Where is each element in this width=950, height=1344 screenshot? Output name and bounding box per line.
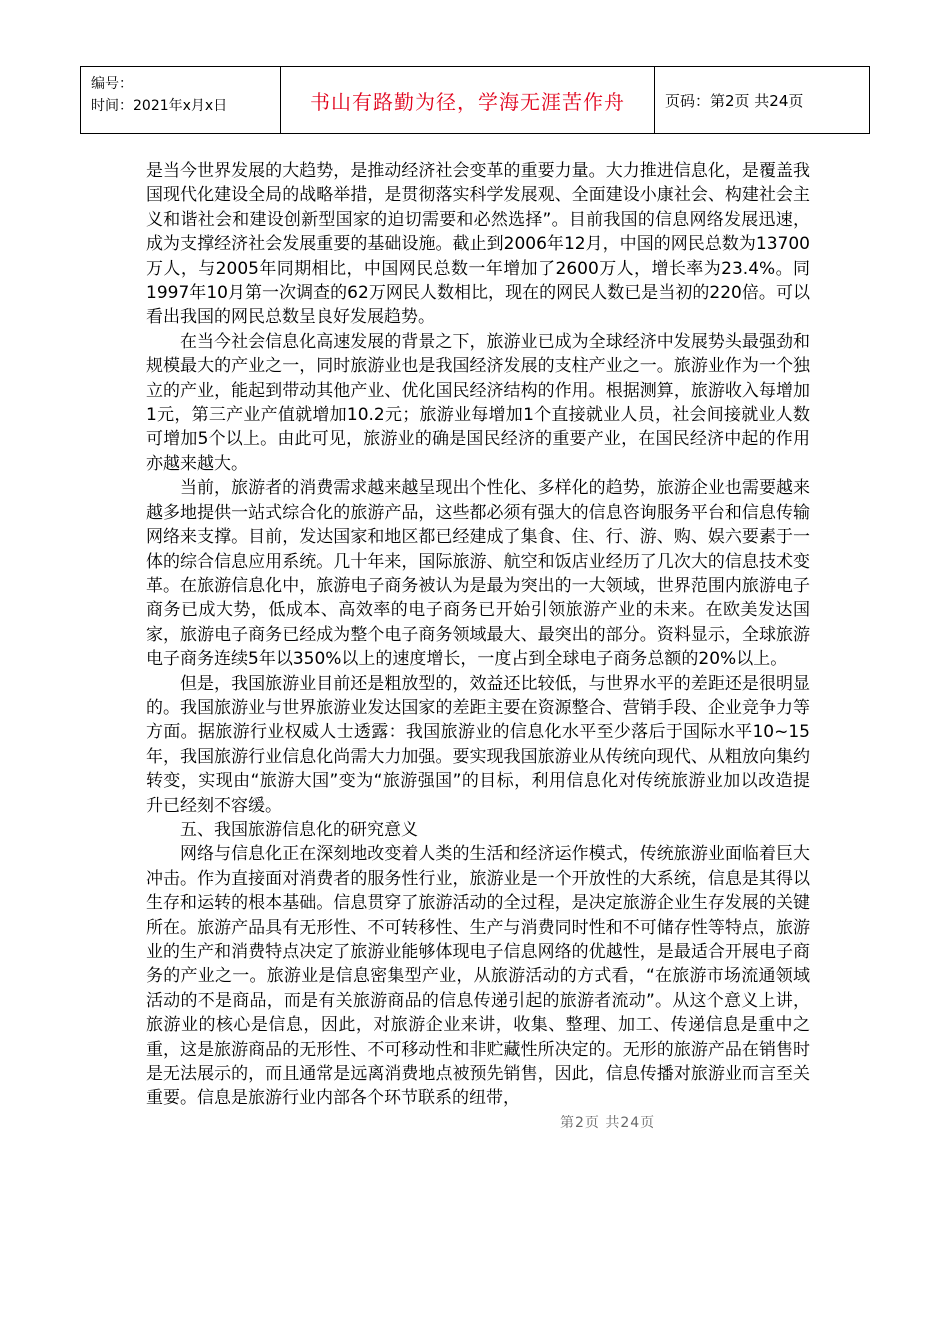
page-number-overlay: 第2页 共24页 <box>560 1115 656 1131</box>
header-motto: 书山有路勤为径，学海无涯苦作舟 <box>281 67 655 133</box>
paragraph: 在当今社会信息化高速发展的背景之下，旅游业已成为全球经济中发展势头最强劲和规模最大的产业之一，同时旅游业也是我国经济发展的支柱产业之一。旅游业作为一个独立的产业，能起到带动其他产业、优化国民经济结构的作用。根据测算，旅游收入每增加1元，第三产业产值就增加10.2元；旅游业每增加1个直接就业人员，社会间接就业人数可增加5个以上。由此可见，旅游业的确是国民经济的重要产业，在国民经济中起的作用亦越来越大。 <box>146 331 810 474</box>
paragraph: 是当今世界发展的大趋势，是推动经济社会变革的重要力量。大力推进信息化，是覆盖我国现代化建设全局的战略举措，是贯彻落实科学发展观、全面建设小康社会、构建社会主义和谐社会和建设创新型国家的迫切需要和必然选择”。目前我国的信息网络发展迅速，成为支撑经济社会发展重要的基础设施。截止到2006年12月，中国的网民总数为13700万人，与2005年同期相比，中国网民总数一年增加了2600万人，增长率为23.4%。同1997年10月第一次调查的62万网民人数相比，现在的网民人数已是当初的220倍。可以看出我国的网民总数呈良好发展趋势。 <box>146 161 810 328</box>
paragraph: 当前，旅游者的消费需求越来越呈现出个性化、多样化的趋势，旅游企业也需要越来越多地提供一站式综合化的旅游产品，这些都必须有强大的信息咨询服务平台和信息传输网络来支撑。目前，发达国家和地区都已经建成了集食、住、行、游、购、娱六要素于一体的综合信息应用系统。几十年来，国际旅游、航空和饭店业经历了几次大的信息技术变革。在旅游信息化中，旅游电子商务被认为是最为突出的一大领域，世界范围内旅游电子商务已成大势，低成本、高效率的电子商务已开始引领旅游产业的未来。在欧美发达国家，旅游电子商务已经成为整个电子商务领域最大、最突出的部分。资料显示，全球旅游电子商务连续5年以350%以上的速度增长，一度占到全球电子商务总额的20%以上。 <box>146 478 810 670</box>
time-label: 时间：2021年x月x日 <box>91 98 228 114</box>
page-header <box>80 66 870 134</box>
section-heading: 五、我国旅游信息化的研究意义 <box>180 819 418 840</box>
paragraph: 但是，我国旅游业目前还是粗放型的，效益还比较低，与世界水平的差距还是很明显的。我国旅游业与世界旅游业发达国家的差距主要在资源整合、营销手段、企业竞争力等方面。据旅游行业权威人士透露：我国旅游业的信息化水平至少落后于国际水平10~15年，我国旅游行业信息化尚需大力加强。要实现我国旅游业从传统向现代、从粗放向集约转变，实现由“旅游大国”变为“旅游强国”的目标，利用信息化对传统旅游业加以改造提升已经刻不容缓。 <box>146 673 810 816</box>
header-meta <box>81 67 281 133</box>
number-label: 编号： <box>91 76 133 92</box>
header-page-code: 页码：第2页 共24页 <box>665 91 804 110</box>
paragraph: 网络与信息化正在深刻地改变着人类的生活和经济运作模式，传统旅游业面临着巨大冲击。作为直接面对消费者的服务性行业，旅游业是一个开放性的大系统，信息是其得以生存和运转的根本基础。信息贯穿了旅游活动的全过程，是决定旅游企业生存发展的关键所在。旅游产品具有无形性、不可转移性、生产与消费同时性和不可储存性等特点，旅游业的生产和消费特点决定了旅游业能够体现电子信息网络的优越性，是最适合开展电子商务的产业之一。旅游业是信息密集型产业，从旅游活动的方式看，“在旅游市场流通领域活动的不是商品，而是有关旅游商品的信息传递引起的旅游者流动”。从这个意义上讲，旅游业的核心是信息，因此，对旅游企业来讲，收集、整理、加工、传递信息是重中之重，这是旅游商品的无形性、不可移动性和非贮藏性所决定的。无形的旅游产品在销售时是无法展示的，而且通常是远离消费地点被预先销售，因此，信息传播对旅游业而言至关重要。信息是旅游行业内部各个环节联系的纽带， <box>146 844 810 1109</box>
document-body <box>146 159 810 1111</box>
